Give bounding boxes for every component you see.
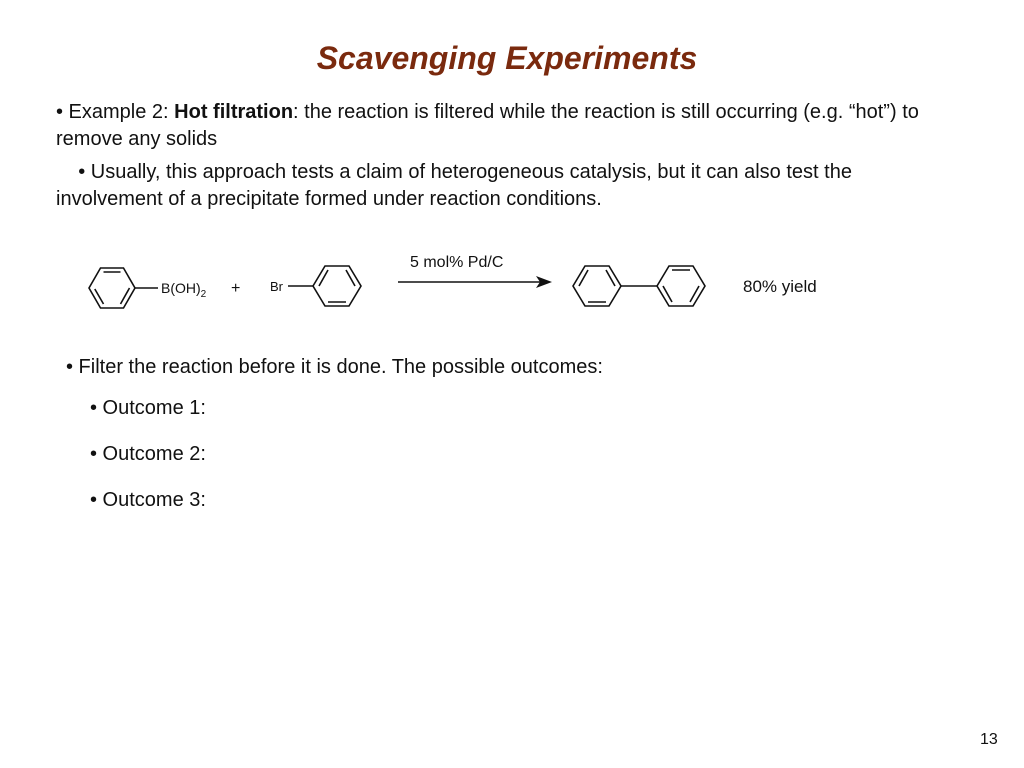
bullet-prefix: • Example 2: — [56, 101, 175, 123]
plus-sign: + — [231, 280, 241, 297]
benzene-ring-1 — [89, 268, 158, 308]
page-number: 13 — [980, 731, 998, 748]
bromo-label: Br — [270, 279, 283, 294]
yield-label: 80% yield — [743, 277, 817, 296]
benzene-ring-2 — [288, 266, 361, 306]
sub-bullet-heterogeneous — [56, 159, 956, 213]
bullet-text: : the reaction is filtered while the reaction is still occurring (e.g. “hot”) to remove any solids — [56, 101, 919, 150]
reaction-scheme — [0, 240, 1024, 330]
sub-bullet-text: Usually, this approach tests a claim of heterogeneous catalysis, but it can also test the involvement of a precipitate formed under reaction conditions. — [56, 161, 852, 210]
reaction-arrow — [398, 276, 552, 288]
outcome-2: • Outcome 2: — [90, 443, 206, 465]
bullet-bold-term: Hot filtration — [174, 101, 294, 123]
outcome-3: • Outcome 3: — [90, 489, 206, 511]
slide-title: Scavenging Experiments — [316, 40, 698, 76]
outcome-1: • Outcome 1: — [90, 397, 206, 419]
boronic-acid-label: $B(OH)_2$ — [161, 280, 207, 300]
sub-bullet-lead: • — [56, 161, 91, 183]
bullet-filter-outcomes: • Filter the reaction before it is done. The possible outcomes: — [66, 356, 603, 378]
bullet-hot-filtration — [56, 99, 976, 153]
reaction-conditions: 5 mol% Pd/C — [410, 254, 504, 271]
biphenyl — [573, 266, 705, 306]
